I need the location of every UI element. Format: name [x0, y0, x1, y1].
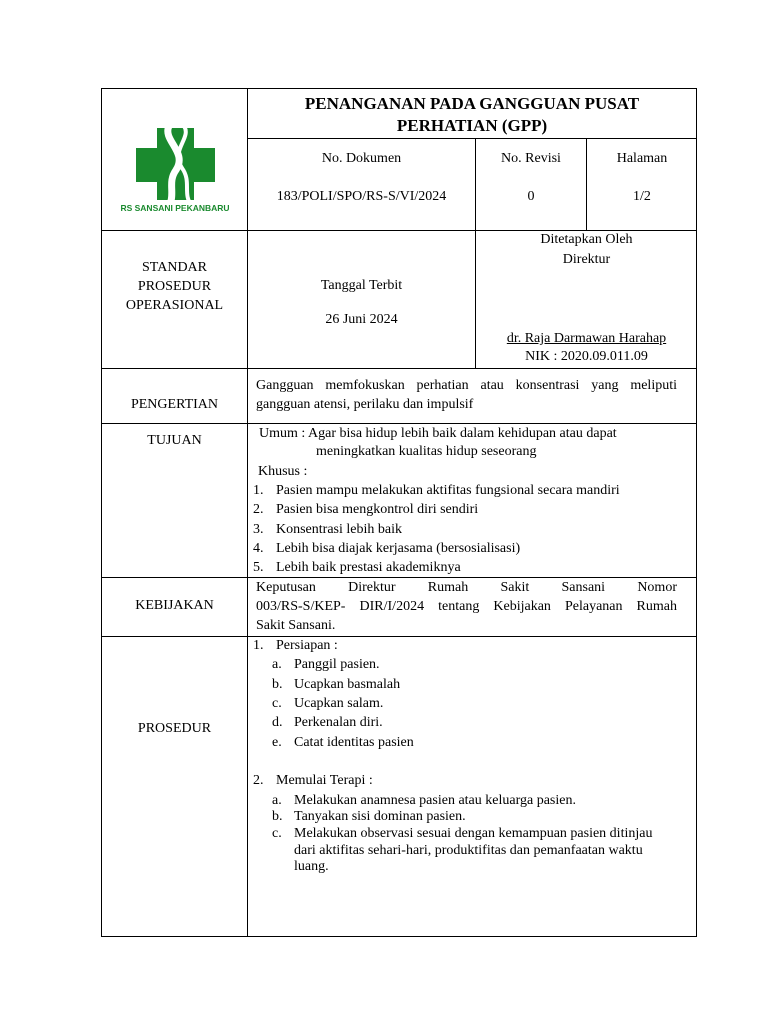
substep-letter: c.: [272, 696, 282, 711]
section-label-prosedur: PROSEDUR: [137, 721, 212, 736]
step-number: 1.: [253, 638, 264, 653]
divider: [101, 423, 697, 424]
tujuan-item: Konsentrasi lebih baik: [276, 522, 402, 537]
issued-date: 26 Juni 2024: [325, 312, 398, 327]
substep-letter: b.: [272, 677, 283, 692]
kebijakan-line1: Keputusan Direktur Rumah Sakit Sansani Nomor: [256, 580, 677, 595]
director-nik: NIK : 2020.09.011.09: [525, 349, 648, 364]
substep-letter: a.: [272, 793, 282, 808]
section-label-tujuan: TUJUAN: [147, 433, 202, 448]
step2-title: Memulai Terapi :: [276, 773, 373, 788]
divider: [247, 88, 248, 937]
doc-number-value: 183/POLI/SPO/RS-S/VI/2024: [276, 189, 447, 204]
document-title: PENANGANAN PADA GANGGUAN PUSAT PERHATIAN (GPP): [304, 94, 640, 135]
step1-item: Panggil pasien.: [294, 657, 380, 672]
substep-letter: c.: [272, 826, 282, 841]
sop-label-line2: PROSEDUR: [137, 279, 212, 294]
doc-number-label: No. Dokumen: [321, 151, 402, 166]
substep-letter: b.: [272, 809, 283, 824]
revision-value: 0: [527, 189, 535, 204]
director-name: dr. Raja Darmawan Harahap: [506, 331, 667, 346]
step2-item-cont: dari aktifitas sehari-hari, produktifitas dan pemanfaatan waktu: [294, 843, 643, 858]
tujuan-umum-line2: meningkatkan kualitas hidup seseorang: [316, 444, 537, 459]
step2-item-cont: luang.: [294, 859, 329, 874]
tujuan-item: Pasien mampu melakukan aktifitas fungsional secara mandiri: [276, 483, 620, 498]
cross-logo-icon: [108, 122, 242, 218]
step1-item: Perkenalan diri.: [294, 715, 383, 730]
pengertian-line1: Gangguan memfokuskan perhatian atau konsentrasi yang meliputi: [256, 378, 677, 393]
divider: [101, 636, 697, 637]
section-label-kebijakan: KEBIJAKAN: [135, 598, 214, 613]
tujuan-item-number: 2.: [253, 502, 264, 517]
tujuan-item: Lebih bisa diajak kerjasama (bersosialisasi): [276, 541, 521, 556]
tujuan-item-number: 5.: [253, 560, 264, 575]
tujuan-item: Pasien bisa mengkontrol diri sendiri: [276, 502, 479, 517]
tujuan-item-number: 1.: [253, 483, 264, 498]
section-label-pengertian: PENGERTIAN: [130, 397, 219, 412]
kebijakan-line2: 003/RS-S/KEP- DIR/I/2024 tentang Kebijakan Pelayanan Rumah: [256, 599, 677, 614]
pengertian-line2: gangguan atensi, perilaku dan impulsif: [256, 397, 474, 412]
kebijakan-line3: Sakit Sansani.: [256, 618, 336, 633]
substep-letter: e.: [272, 735, 282, 750]
page-label: Halaman: [616, 151, 668, 166]
step1-item: Catat identitas pasien: [294, 735, 414, 750]
step2-item: Melakukan anamnesa pasien atau keluarga pasien.: [294, 793, 576, 808]
tujuan-item-number: 3.: [253, 522, 264, 537]
step2-item: Melakukan observasi sesuai dengan kemampuan pasien ditinjau: [294, 826, 653, 841]
step1-title: Persiapan :: [276, 638, 338, 653]
sop-label-line1: STANDAR: [142, 260, 207, 275]
set-by-position: Direktur: [562, 252, 611, 267]
step1-item: Ucapkan salam.: [294, 696, 384, 711]
revision-label: No. Revisi: [501, 151, 561, 166]
hospital-logo: [108, 122, 242, 218]
page-value: 1/2: [633, 189, 651, 204]
set-by-label: Ditetapkan Oleh: [540, 232, 633, 247]
tujuan-umum-line1: Umum : Agar bisa hidup lebih baik dalam kehidupan atau dapat: [259, 426, 617, 441]
sop-label-line3: OPERASIONAL: [125, 298, 224, 313]
logo-text: RS SANSANI PEKANBARU: [120, 203, 230, 213]
step-number: 2.: [253, 773, 264, 788]
tujuan-item-number: 4.: [253, 541, 264, 556]
tujuan-item: Lebih baik prestasi akademiknya: [276, 560, 461, 575]
issued-date-label: Tanggal Terbit: [320, 278, 403, 293]
substep-letter: a.: [272, 657, 282, 672]
step1-item: Ucapkan basmalah: [294, 677, 401, 692]
step2-item: Tanyakan sisi dominan pasien.: [294, 809, 466, 824]
divider: [101, 368, 697, 369]
divider: [101, 577, 697, 578]
substep-letter: d.: [272, 715, 283, 730]
tujuan-khusus-label: Khusus :: [258, 464, 308, 479]
divider: [247, 138, 697, 139]
